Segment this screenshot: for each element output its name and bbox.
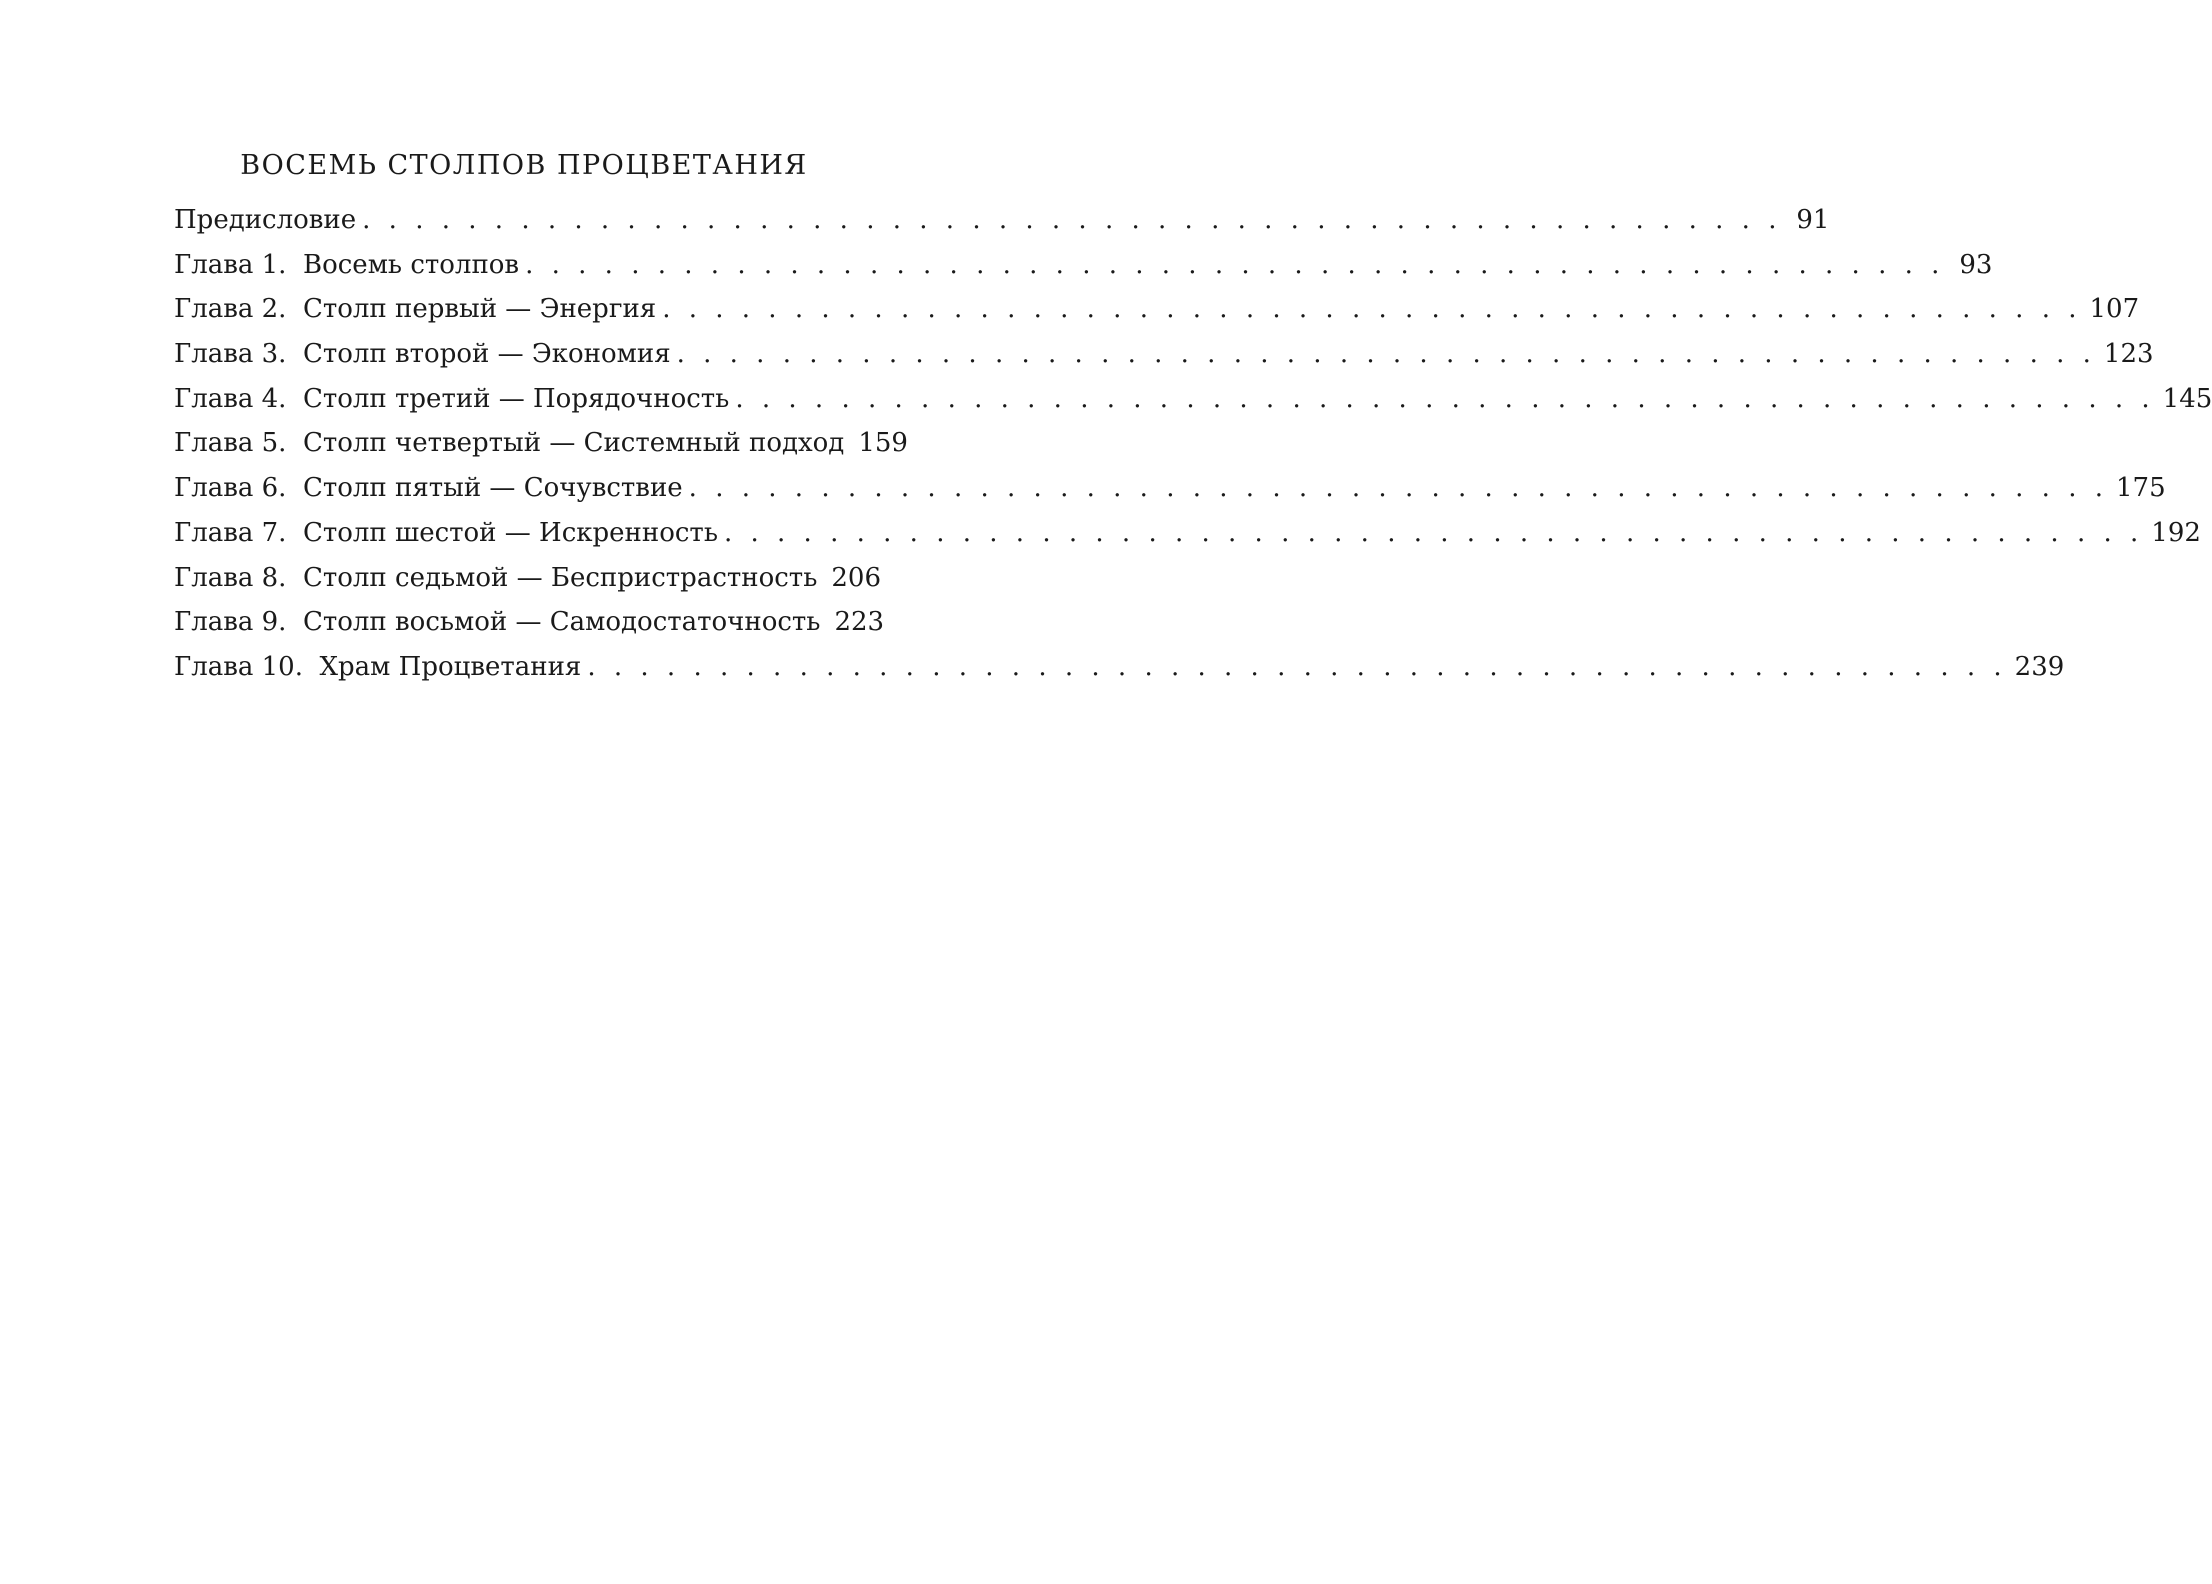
toc-entry-chapter-9[interactable] [174, 600, 885, 645]
toc-leader-dots: . . . . . . . . . . . . . . . . . . . . . . . . . . . . . . . . . . . . . . . . . . . . . . . . . . . . . . [676, 339, 2096, 370]
toc-chapter-number: Глава 3. [174, 339, 287, 370]
toc-page-number: 206 [831, 562, 881, 593]
toc-entry-chapter-5[interactable] [174, 421, 908, 466]
toc-entry-title: Столп третий — Порядочность [302, 383, 730, 414]
toc-leader-dots: . . . . . . . . . . . . . . . . . . . . . . . . . . . . . . . . . . . . . . . . . . . . . . . . . . . . . . [723, 517, 2144, 548]
toc-page-number: 123 [2103, 339, 2154, 370]
toc-entry-label [174, 645, 587, 690]
toc-entry-label [174, 377, 735, 422]
toc-entry-label [174, 332, 677, 377]
toc-chapter-number: Глава 7. [174, 517, 287, 548]
toc-page-number: 159 [858, 428, 908, 459]
toc-entry-label [174, 600, 826, 645]
toc-heading: ВОСЕМЬ СТОЛПОВ ПРОЦВЕТАНИЯ [240, 150, 808, 181]
toc-entry-label [174, 421, 850, 466]
toc-entry-chapter-2[interactable] [174, 287, 2140, 332]
toc-entry-title: Столп пятый — Сочувствие [302, 473, 683, 504]
toc-entry-chapter-8[interactable] [174, 556, 881, 601]
toc-chapter-number: Глава 2. [174, 294, 287, 325]
toc-page-number: 239 [2014, 651, 2065, 682]
toc-entry-title: Столп четвертый — Системный подход [302, 428, 845, 459]
toc-leader-dots: . . . . . . . . . . . . . . . . . . . . . . . . . . . . . . . . . . . . . . . . . . . . . . . . . . . . . . [688, 473, 2108, 504]
toc-entry-chapter-1[interactable] [174, 243, 1993, 288]
toc-entry-chapter-7[interactable] [174, 511, 2201, 556]
toc-entry-label [174, 243, 525, 288]
toc-entry-title: Столп второй — Экономия [302, 339, 671, 370]
toc-page-number: 192 [2151, 517, 2201, 548]
toc-chapter-number: Глава 6. [174, 473, 287, 504]
toc-leader-dots: . . . . . . . . . . . . . . . . . . . . . . . . . . . . . . . . . . . . . . . . . . . . . . . . . . . . . . [587, 651, 2007, 682]
toc-entry-label [174, 556, 823, 601]
toc-entry-chapter-6[interactable] [174, 466, 2166, 511]
toc-entry-preface[interactable] [174, 198, 1830, 243]
toc-entry-title: Столп седьмой — Беспристрастность [302, 562, 818, 593]
toc-page-number: 223 [834, 607, 885, 638]
toc-entry-title: Столп первый — Энергия [302, 294, 657, 325]
toc-entry-label [174, 511, 724, 556]
toc-page-number: 175 [2116, 473, 2166, 504]
toc-entry-label [174, 466, 689, 511]
toc-entry-title: Столп шестой — Искренность [302, 517, 718, 548]
toc-chapter-number: Глава 4. [174, 383, 287, 414]
toc-page-number: 93 [1959, 249, 1993, 280]
toc-chapter-number: Глава 9. [174, 607, 287, 638]
toc-entry-label [174, 287, 662, 332]
toc-chapter-number: Глава 10. [174, 651, 303, 682]
toc-entry-chapter-10[interactable] [174, 645, 2065, 690]
toc-page-number: 91 [1796, 205, 1830, 235]
toc-chapter-number: Глава 5. [174, 428, 287, 459]
toc-chapter-number: Глава 8. [174, 562, 287, 593]
table-of-contents [174, 198, 2212, 690]
toc-entry-chapter-3[interactable] [174, 332, 2154, 377]
toc-page-number: 107 [2089, 294, 2140, 325]
toc-entry-title: Столп восьмой — Самодостаточность [302, 607, 821, 638]
toc-page-number: 145 [2162, 383, 2212, 414]
toc-entry-title: Храм Процветания [319, 651, 582, 682]
toc-entry-label [174, 198, 362, 243]
toc-chapter-number: Глава 1. [174, 249, 287, 280]
toc-entry-title: Предисловие [174, 205, 357, 235]
toc-leader-dots: . . . . . . . . . . . . . . . . . . . . . . . . . . . . . . . . . . . . . . . . . . . . . . . . . . . . . . [735, 383, 2155, 414]
toc-leader-dots: . . . . . . . . . . . . . . . . . . . . . . . . . . . . . . . . . . . . . . . . . . . . . . . . . . . . . . [662, 294, 2082, 325]
toc-leader-dots: . . . . . . . . . . . . . . . . . . . . . . . . . . . . . . . . . . . . . . . . . . . . . . . . . . . . . . [362, 205, 1782, 235]
toc-entry-chapter-4[interactable] [174, 377, 2212, 422]
toc-leader-dots: . . . . . . . . . . . . . . . . . . . . . . . . . . . . . . . . . . . . . . . . . . . . . . . . . . . . . . [525, 249, 1945, 280]
toc-entry-title: Восемь столпов [302, 249, 520, 280]
